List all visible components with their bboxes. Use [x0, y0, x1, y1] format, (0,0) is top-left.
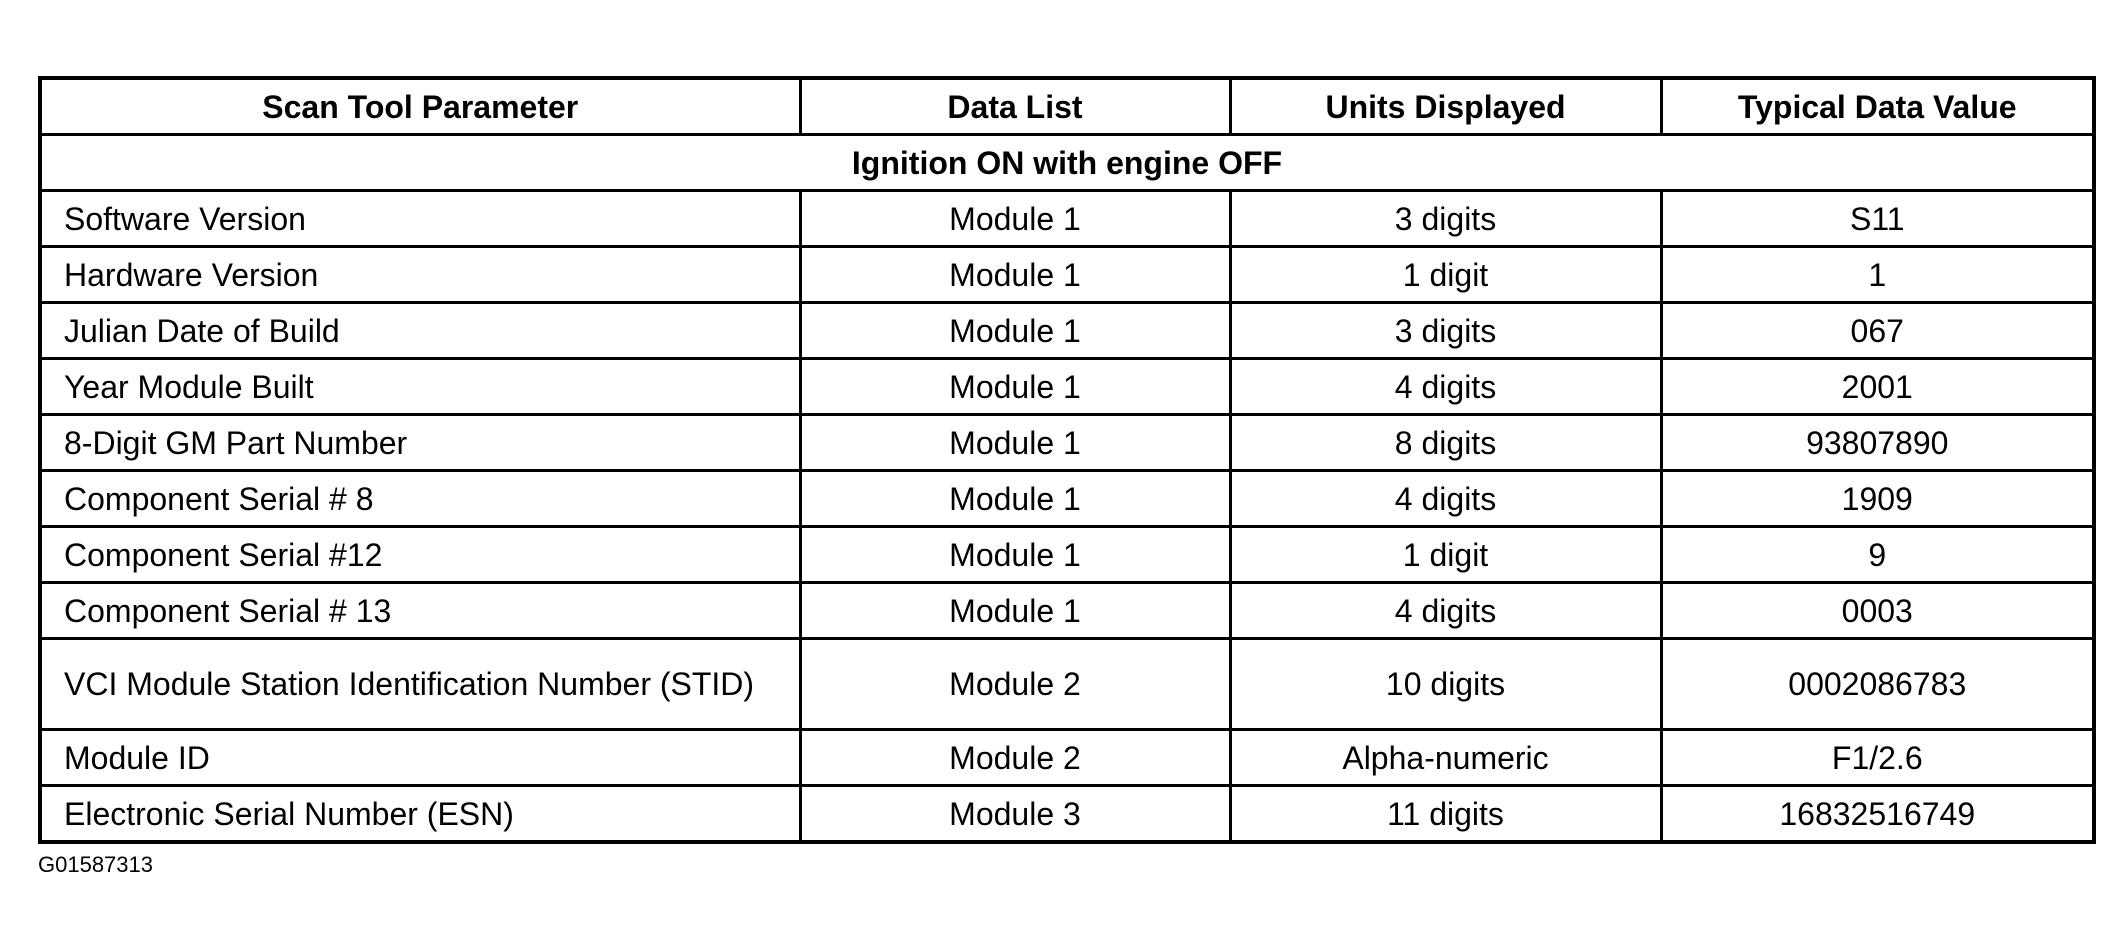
typical-value-cell: 16832516749 [1661, 786, 2094, 843]
units-cell: 8 digits [1230, 415, 1661, 471]
parameter-cell: Module ID [40, 730, 800, 786]
table-row [40, 730, 2094, 786]
table-row [40, 303, 2094, 359]
scan-tool-data-table [38, 76, 2096, 844]
figure-id: G01587313 [38, 852, 153, 877]
table-row [40, 786, 2094, 843]
data-list-cell: Module 1 [800, 583, 1230, 639]
data-list-cell: Module 1 [800, 247, 1230, 303]
table-row [40, 583, 2094, 639]
header-units-displayed: Units Displayed [1230, 78, 1661, 135]
parameter-cell: Year Module Built [40, 359, 800, 415]
units-cell: 10 digits [1230, 639, 1661, 730]
parameter-cell: Hardware Version [40, 247, 800, 303]
header-typical-data-value: Typical Data Value [1661, 78, 2094, 135]
header-row [40, 78, 2094, 135]
data-list-cell: Module 1 [800, 471, 1230, 527]
parameter-cell: Software Version [40, 191, 800, 247]
units-cell: 1 digit [1230, 527, 1661, 583]
typical-value-cell: 93807890 [1661, 415, 2094, 471]
data-list-cell: Module 2 [800, 730, 1230, 786]
typical-value-cell: 0003 [1661, 583, 2094, 639]
data-list-cell: Module 3 [800, 786, 1230, 843]
section-row [40, 135, 2094, 191]
data-list-cell: Module 2 [800, 639, 1230, 730]
typical-value-cell: 1 [1661, 247, 2094, 303]
typical-value-cell: 9 [1661, 527, 2094, 583]
typical-value-cell: S11 [1661, 191, 2094, 247]
header-scan-tool-parameter: Scan Tool Parameter [40, 78, 800, 135]
header-data-list: Data List [800, 78, 1230, 135]
typical-value-cell: 2001 [1661, 359, 2094, 415]
units-cell: 3 digits [1230, 303, 1661, 359]
parameter-cell: Component Serial # 8 [40, 471, 800, 527]
data-list-cell: Module 1 [800, 303, 1230, 359]
units-cell: 4 digits [1230, 471, 1661, 527]
units-cell: Alpha-numeric [1230, 730, 1661, 786]
parameter-cell: Component Serial # 13 [40, 583, 800, 639]
data-list-cell: Module 1 [800, 527, 1230, 583]
units-cell: 4 digits [1230, 359, 1661, 415]
table-row [40, 639, 2094, 730]
table-row [40, 415, 2094, 471]
section-label: Ignition ON with engine OFF [40, 135, 2094, 191]
table-row [40, 471, 2094, 527]
table-row [40, 191, 2094, 247]
typical-value-cell: 1909 [1661, 471, 2094, 527]
units-cell: 1 digit [1230, 247, 1661, 303]
typical-value-cell: 0002086783 [1661, 639, 2094, 730]
data-list-cell: Module 1 [800, 191, 1230, 247]
data-list-cell: Module 1 [800, 415, 1230, 471]
data-list-cell: Module 1 [800, 359, 1230, 415]
units-cell: 11 digits [1230, 786, 1661, 843]
table-row [40, 527, 2094, 583]
parameter-cell: Component Serial #12 [40, 527, 800, 583]
parameter-cell: VCI Module Station Identification Number (STID) [40, 639, 800, 730]
parameter-cell: Julian Date of Build [40, 303, 800, 359]
table-row [40, 359, 2094, 415]
table-row [40, 247, 2094, 303]
units-cell: 4 digits [1230, 583, 1661, 639]
typical-value-cell: F1/2.6 [1661, 730, 2094, 786]
typical-value-cell: 067 [1661, 303, 2094, 359]
units-cell: 3 digits [1230, 191, 1661, 247]
parameter-cell: Electronic Serial Number (ESN) [40, 786, 800, 843]
parameter-cell: 8-Digit GM Part Number [40, 415, 800, 471]
